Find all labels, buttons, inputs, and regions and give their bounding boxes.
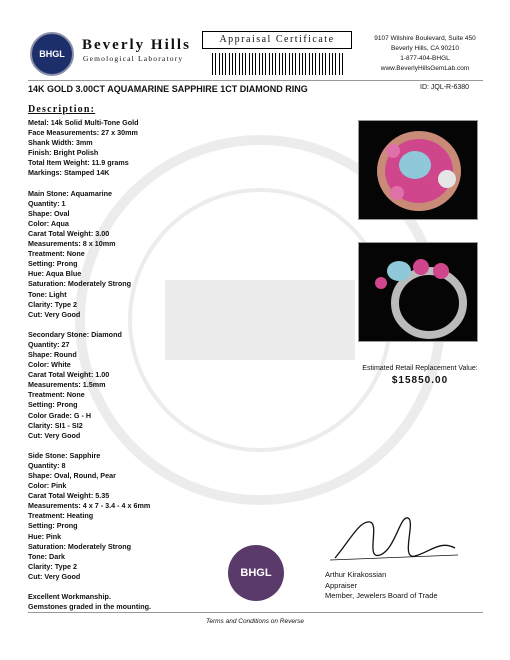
ring-side-icon: [359, 243, 478, 342]
spec-line: Gemstones graded in the mounting.: [28, 602, 151, 612]
spec-line: Tone: Light: [28, 289, 67, 299]
spec-line: Color Grade: G - H: [28, 410, 92, 420]
brand-name: Beverly Hills: [82, 37, 191, 53]
description-heading: Description:: [28, 104, 96, 115]
spec-line: Shape: Round: [28, 349, 77, 359]
spec-line: Color: Aqua: [28, 218, 69, 228]
spec-line: Setting: Prong: [28, 259, 78, 269]
spec-line: Clarity: Type 2: [28, 299, 77, 309]
spec-line: Tone: Dark: [28, 551, 66, 561]
appraiser-signature-icon: [330, 510, 460, 570]
spec-line: Markings: Stamped 14K: [28, 168, 110, 178]
ring-top-icon: [359, 121, 478, 220]
spec-line: Color: White: [28, 360, 71, 370]
spec-line: Treatment: None: [28, 249, 85, 259]
spec-line: Setting: Prong: [28, 400, 78, 410]
spec-line: Measurements: 1.5mm: [28, 380, 106, 390]
appraiser-role: Appraiser: [325, 580, 358, 590]
bhgl-hologram-seal-icon: BHGL: [228, 545, 284, 601]
spec-line: Cut: Very Good: [28, 430, 81, 440]
brand-subtitle: Gemological Laboratory: [83, 54, 184, 63]
spec-line: Carat Total Weight: 5.35: [28, 491, 110, 501]
ring-photo-side-view: [358, 242, 478, 342]
spec-line: Hue: Pink: [28, 531, 62, 541]
spec-line: Quantity: 1: [28, 198, 66, 208]
spec-line: Clarity: SI1 - SI2: [28, 420, 83, 430]
spec-line: Side Stone: Sapphire: [28, 450, 101, 460]
item-title: 14K GOLD 3.00CT AQUAMARINE SAPPHIRE 1CT DIAMOND RING: [28, 84, 308, 94]
barcode-icon: [212, 53, 344, 75]
appraiser-block: [325, 570, 438, 602]
spec-line: Measurements: 8 x 10mm: [28, 239, 116, 249]
address-line: Beverly Hills, CA 90210: [391, 45, 459, 52]
spec-line: Setting: Prong: [28, 521, 78, 531]
spec-line: Shank Width: 3mm: [28, 138, 93, 148]
spec-line: Cut: Very Good: [28, 571, 81, 581]
footer-divider: [28, 612, 483, 613]
specification-list: [28, 118, 328, 612]
valuation-label: Estimated Retail Replacement Value:: [362, 365, 478, 372]
spec-line: Color: Pink: [28, 481, 67, 491]
spec-line: Total Item Weight: 11.9 grams: [28, 158, 129, 168]
ring-photo-top-view: [358, 120, 478, 220]
address-line: 1-877-404-BHGL: [400, 55, 450, 62]
appraiser-name: Arthur Kirakossian: [325, 570, 387, 579]
spec-line: Treatment: Heating: [28, 511, 94, 521]
spec-line: Face Measurements: 27 x 30mm: [28, 128, 138, 138]
spec-line: Hue: Aqua Blue: [28, 269, 82, 279]
spec-line: Saturation: Moderately Strong: [28, 541, 132, 551]
item-id: ID: JQL-R-6380: [420, 84, 470, 91]
spec-line: Measurements: 4 x 7 - 3.4 - 4 x 6mm: [28, 501, 151, 511]
appraiser-membership: Member, Jewelers Board of Trade: [325, 591, 438, 600]
spec-line: Shape: Oval, Round, Pear: [28, 471, 116, 480]
terms-link[interactable]: Terms and Conditions on Reverse: [205, 618, 305, 625]
spec-line: Main Stone: Aquamarine: [28, 188, 112, 198]
bhgl-logo-icon: BHGL: [30, 32, 74, 76]
spec-line: Clarity: Type 2: [28, 561, 77, 571]
spec-line: Finish: Bright Polish: [28, 148, 99, 158]
spec-line: Shape: Oval: [28, 208, 70, 218]
certificate-title: Appraisal Certificate: [202, 31, 352, 49]
header-divider: [28, 80, 483, 81]
spec-line: Saturation: Moderately Strong: [28, 279, 132, 289]
valuation-amount: $15850.00: [391, 375, 449, 386]
spec-line: Cut: Very Good: [28, 309, 81, 319]
spec-line: Quantity: 27: [28, 339, 70, 349]
spec-line: Quantity: 8: [28, 460, 66, 470]
spec-line: Treatment: None: [28, 390, 85, 400]
spec-line: Carat Total Weight: 3.00: [28, 228, 110, 238]
spec-line: Metal: 14k Solid Multi-Tone Gold: [28, 118, 139, 127]
spec-line: Carat Total Weight: 1.00: [28, 370, 110, 380]
lab-address: [360, 34, 490, 74]
address-line: www.BeverlyHillsGemLab.com: [380, 65, 470, 72]
spec-line: Secondary Stone: Diamond: [28, 329, 122, 339]
spec-line: Excellent Workmanship.: [28, 592, 111, 602]
address-line: 9107 Wilshire Boulevard, Suite 450: [374, 35, 476, 42]
